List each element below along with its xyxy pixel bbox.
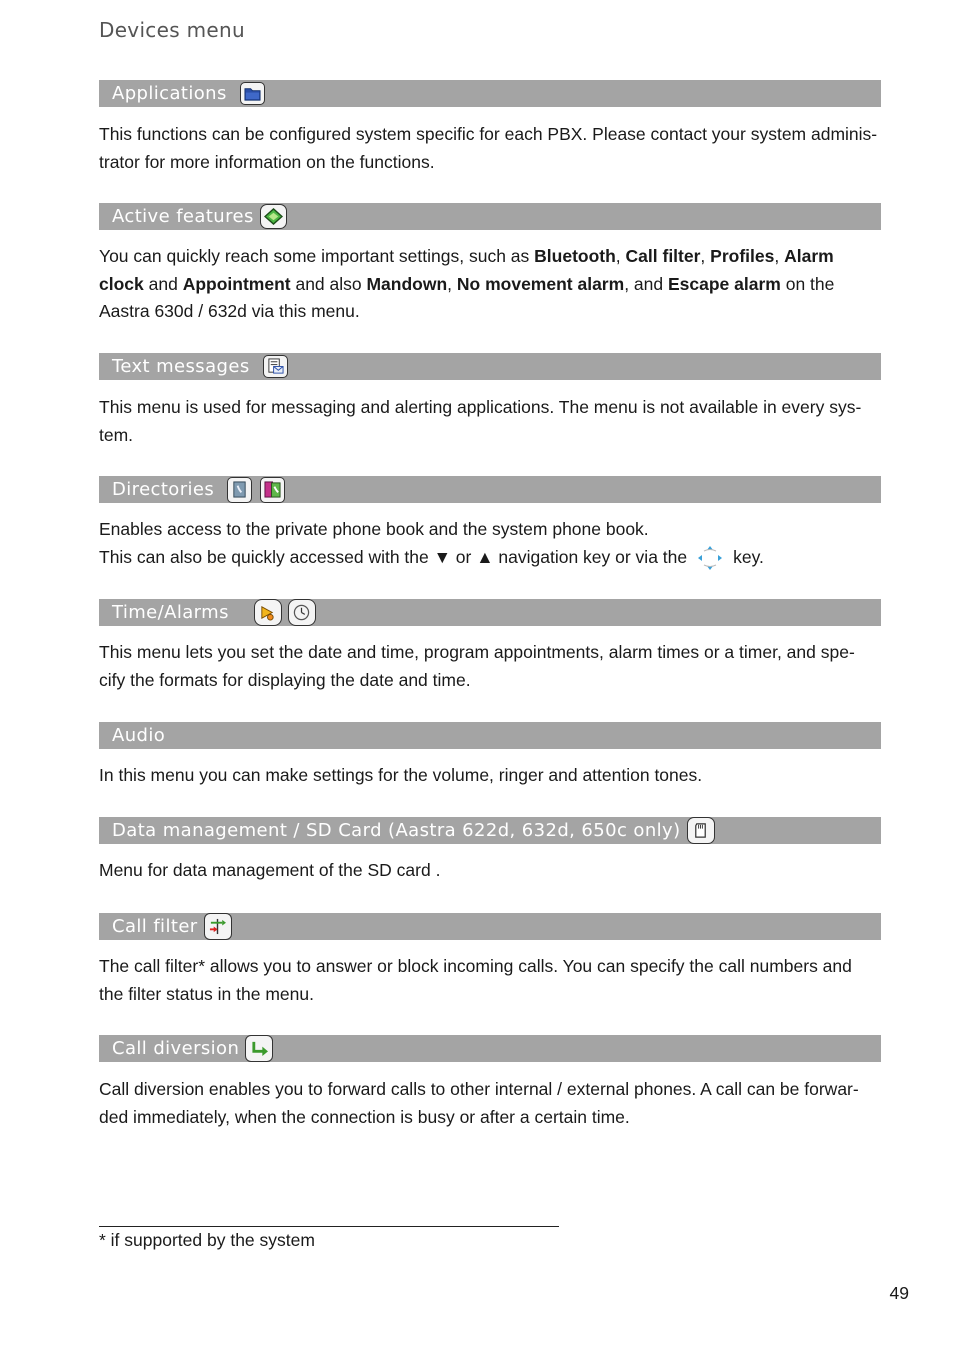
section-title: Text messages — [112, 356, 250, 377]
section-text-active-features: You can quickly reach some important settings, such as Bluetooth, Call filter, Profiles, Alarm clock and Appointment and also Mandown, No movement alarm, and Escape alarm on the Aastra 630d / 632d via this menu. — [99, 246, 835, 321]
section-title: Call diversion — [112, 1038, 240, 1059]
section-title: Time/Alarms — [112, 602, 229, 623]
section-text-call-filter: The call filter* allows you to answer or block incoming calls. You can specify the call numbers and the filter status in the menu. — [99, 956, 852, 1004]
page-number: 49 — [889, 1283, 909, 1303]
section-header-call-filter — [99, 913, 881, 940]
section-text-time-alarms: This menu lets you set the date and time, program appointments, alarm times or a timer, and spe-cify the formats for displaying the date and time. — [99, 642, 855, 690]
section-title: Active features — [112, 206, 254, 227]
section-header-applications — [99, 80, 881, 107]
section-header-call-diversion — [99, 1035, 881, 1062]
section-header-time-alarms — [99, 599, 881, 626]
section-header-text-messages — [99, 353, 881, 380]
section-text-text-messages: This menu is used for messaging and alerting applications. The menu is not available in every sys-tem. — [99, 397, 862, 445]
sd-card-icon — [687, 817, 715, 844]
section-title: Applications — [112, 83, 227, 104]
section-text-audio: In this menu you can make settings for the volume, ringer and attention tones. — [99, 765, 703, 785]
section-title: Audio — [112, 725, 166, 746]
phonebook-icon — [227, 477, 252, 503]
section-title: Call filter — [112, 916, 198, 937]
clock-icon — [288, 599, 316, 626]
call-filter-icon — [204, 913, 232, 940]
system-phonebook-icon — [260, 477, 285, 503]
section-text-data-management: Menu for data management of the SD card . — [99, 860, 441, 880]
footnote-rule — [99, 1226, 559, 1227]
section-title: Data management / SD Card (Aastra 622d, 632d, 650c only) — [112, 820, 681, 841]
section-text-call-diversion: Call diversion enables you to forward calls to other internal / external phones. A call can be forwar-ded immediately, when the connection is busy or after a certain time. — [99, 1079, 859, 1127]
section-text-applications: This functions can be configured system specific for each PBX. Please contact your system adminis-trator for more information on the functions. — [99, 124, 878, 172]
section-text-directories — [99, 516, 881, 571]
folder-icon — [240, 82, 265, 105]
message-icon — [263, 355, 288, 378]
section-header-audio — [99, 722, 881, 749]
directories-line-2: This can also be quickly accessed with the ▼ or ▲ navigation key or via the key. — [99, 544, 881, 572]
call-diversion-icon — [245, 1035, 273, 1062]
green-diamond-icon — [260, 204, 287, 229]
alarm-bell-icon — [254, 599, 282, 626]
directories-line-1: Enables access to the private phone book and the system phone book. — [99, 519, 649, 539]
page-header: Devices menu — [99, 18, 245, 42]
section-header-active-features — [99, 203, 881, 230]
navigation-key-icon — [695, 545, 725, 571]
section-header-directories — [99, 476, 881, 503]
section-title: Directories — [112, 479, 215, 500]
footnote: * if supported by the system — [99, 1230, 315, 1250]
section-header-data-management — [99, 817, 881, 844]
